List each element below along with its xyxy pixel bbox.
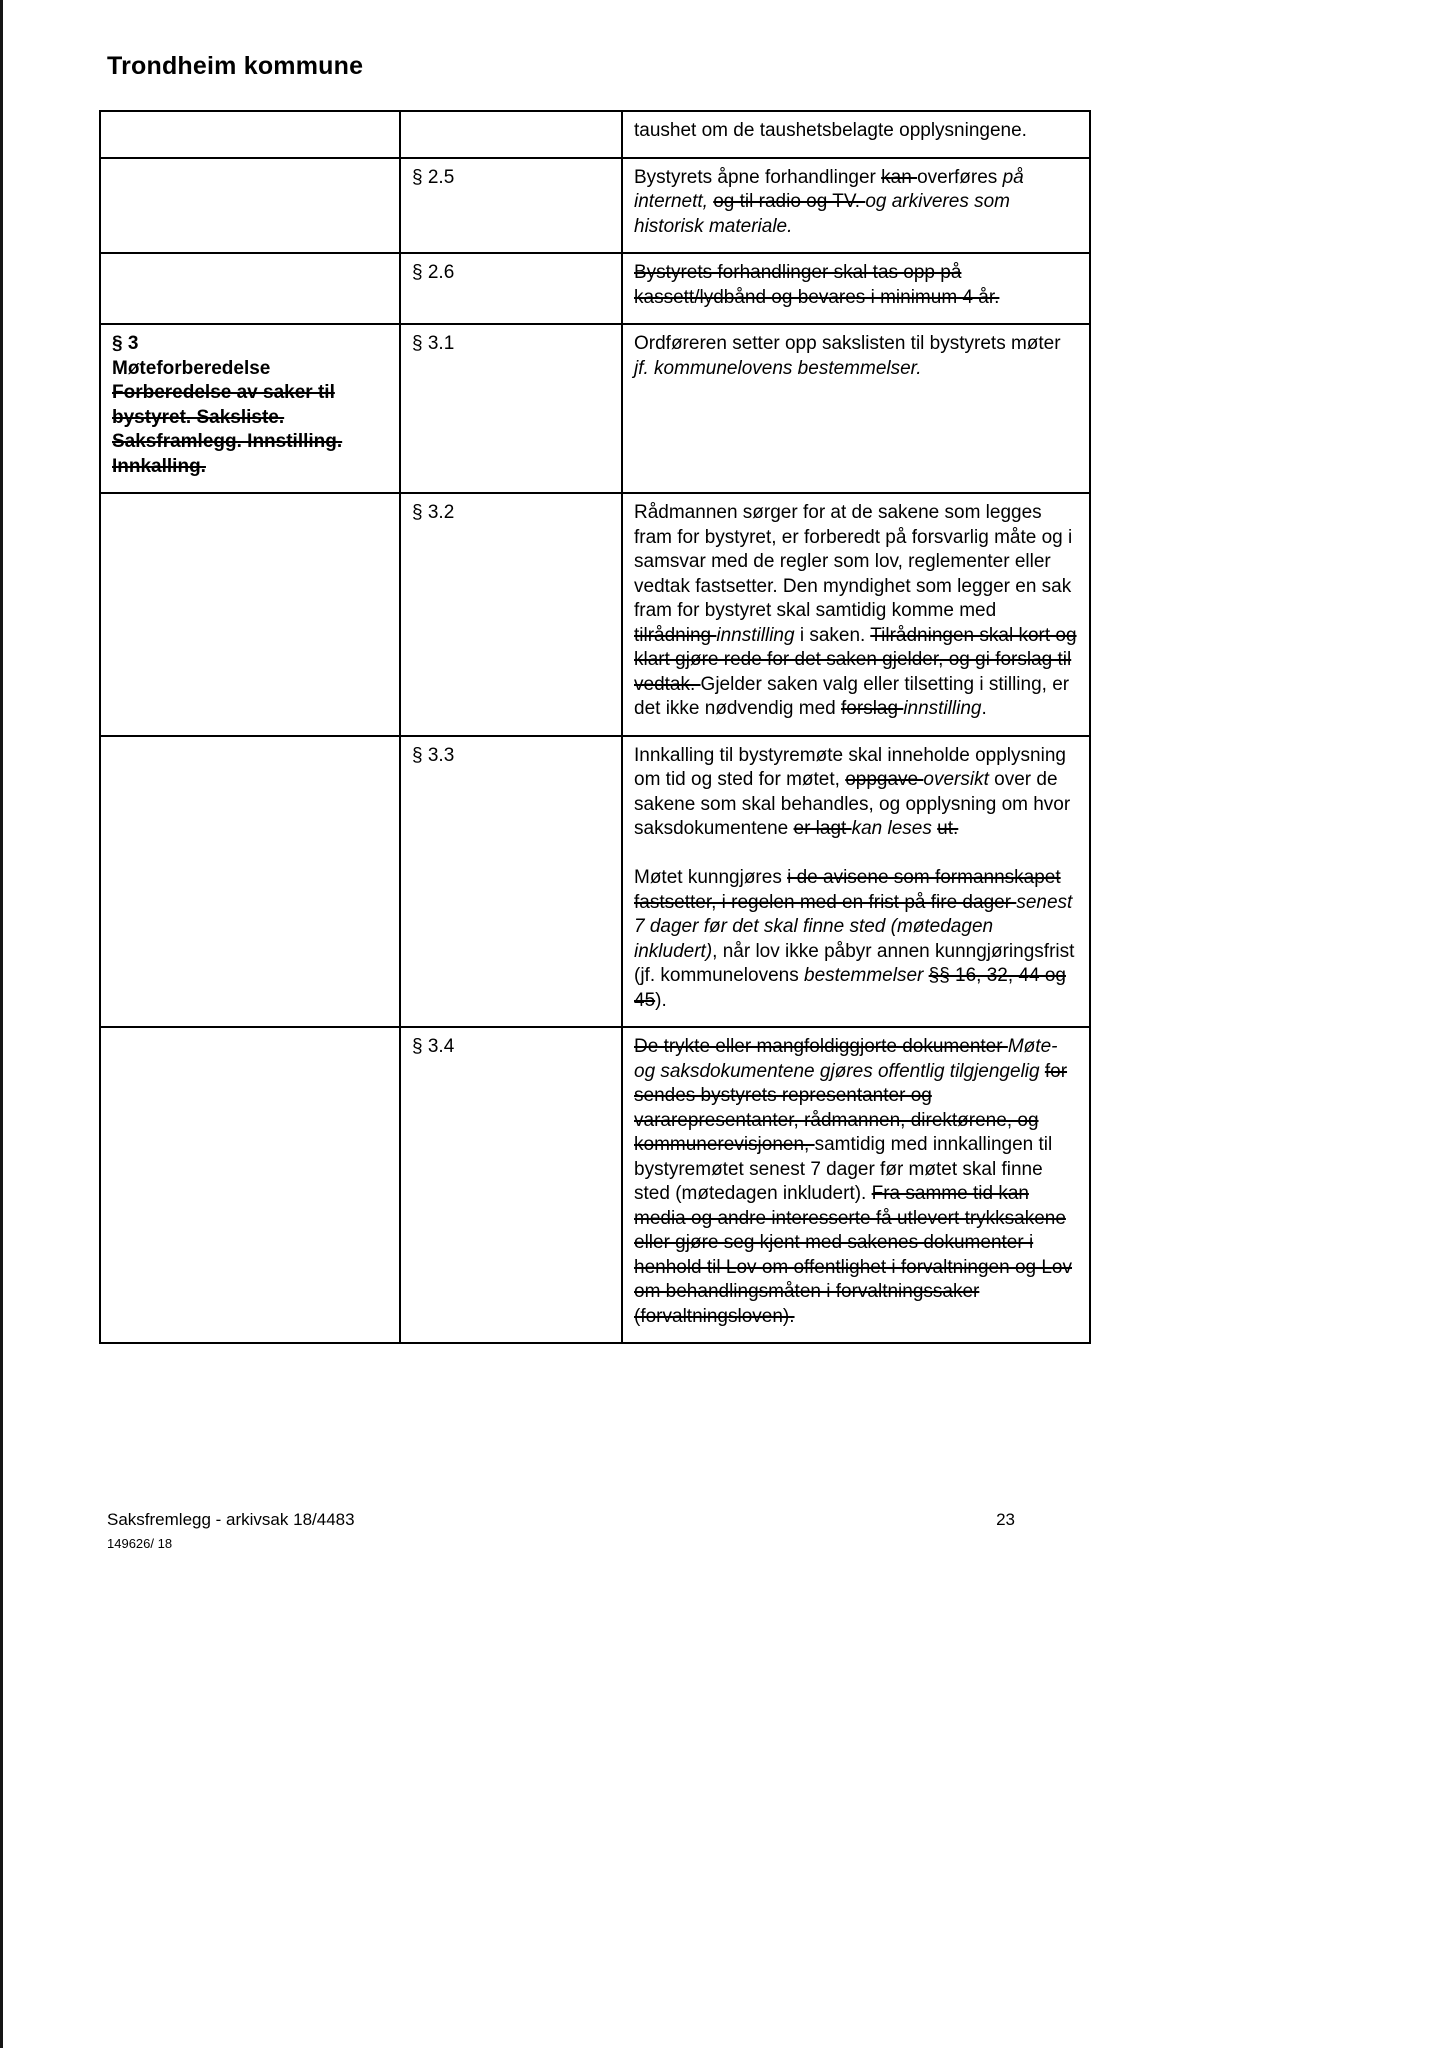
- text-segment-strike: Fra samme tid kan media og andre interesserte få utlevert trykksakene eller gjøre seg kjent med sakenes dokumenter i henhold til Lov om offentlighet i forvaltningen og Lov om behandlingsmåten i forvaltningssaker (forvaltningsloven).: [634, 1183, 1073, 1327]
- paragraph-number-cell: [400, 111, 622, 158]
- text-segment-italic: senest 7 dager før det skal finne sted (møtedagen inkludert): [634, 891, 1073, 962]
- text-segment-italic: innstilling: [903, 698, 982, 719]
- paragraph: [634, 119, 1078, 144]
- rule-text-cell: [622, 1027, 1090, 1343]
- section-heading-cell: [100, 493, 400, 736]
- rule-text-cell: [622, 158, 1090, 254]
- paragraph: [634, 1035, 1078, 1329]
- paragraph: [634, 166, 1078, 240]
- section-heading-cell: [100, 324, 400, 493]
- text-segment-bold-strike: Forberedelse av saker til bystyret. Saksliste. Saksframlegg. Innstilling. Innkalling.: [112, 382, 343, 477]
- text-segment-strike: kan: [881, 166, 918, 188]
- text-segment-strike: ut.: [937, 818, 959, 839]
- text-segment-italic: på internett,: [634, 166, 1024, 212]
- text-segment-strike: §§ 16, 32, 44 og 45: [634, 965, 1066, 1011]
- paragraph: [634, 866, 1078, 1013]
- section-heading-cell: [100, 253, 400, 324]
- table-row: [100, 324, 1090, 493]
- text-segment: Ordføreren setter opp sakslisten til bystyrets møter: [634, 333, 1061, 354]
- rule-text-cell: [622, 324, 1090, 493]
- text-segment-strike: Bystyrets forhandlinger skal tas opp på kassett/lydbånd og bevares i minimum 4 år.: [634, 262, 1000, 308]
- text-segment: taushet om de taushetsbelagte opplysningene.: [634, 120, 1027, 141]
- rules-table-body: [100, 111, 1090, 1343]
- rule-text-cell: [622, 253, 1090, 324]
- text-segment-italic: oversikt: [923, 769, 989, 790]
- paragraph-number-cell: § 3.3: [400, 736, 622, 1028]
- text-segment-strike: forslag: [841, 698, 904, 719]
- page-number: 23: [996, 1510, 1015, 1529]
- page-title: Trondheim kommune: [107, 52, 364, 80]
- text-segment-strike: Tilrådningen skal kort og klart gjøre rede for det saken gjelder, og gi forslag til vedtak.: [634, 624, 1077, 695]
- text-segment-italic: bestemmelser: [804, 965, 929, 986]
- paragraph: [112, 357, 388, 382]
- text-segment-strike: i de avisene som formannskapet fastsetter, i regelen med en frist på fire dager: [634, 867, 1061, 913]
- table-row: [100, 111, 1090, 158]
- paragraph-number-cell: § 3.2: [400, 493, 622, 736]
- rules-table: [99, 110, 1091, 1344]
- paragraph: [634, 744, 1078, 842]
- text-segment: , når lov ikke påbyr annen kunngjøringsfrist (jf. kommunelovens: [634, 940, 1075, 986]
- text-segment: Gjelder saken valg eller tilsetting i stilling, er det ikke nødvendig med: [634, 673, 1070, 719]
- text-segment: Rådmannen sørger for at de sakene som legges fram for bystyret, er forberedt på forsvarlig måte og i samsvar med de regler som lov, reglementer eller vedtak fastsetter. Den myndighet som legger en sak fram for bystyret skal samtidig komme med: [634, 502, 1073, 621]
- text-segment-italic: jf. kommunelovens bestemmelser.: [634, 357, 922, 379]
- footer-doc-number: 149626/ 18: [107, 1536, 173, 1551]
- text-segment: .: [981, 698, 987, 719]
- table-row: [100, 253, 1090, 324]
- table-row: [100, 493, 1090, 736]
- paragraph: [634, 261, 1078, 310]
- text-segment: ).: [655, 989, 667, 1011]
- section-heading-cell: [100, 158, 400, 254]
- text-segment-strike: tilrådning: [634, 624, 717, 646]
- text-segment-strike: er lagt: [793, 818, 852, 839]
- footer-reference-block: [99, 1510, 355, 1551]
- paragraph-number-cell: § 2.6: [400, 253, 622, 324]
- text-segment-strike: oppgave: [845, 769, 924, 790]
- text-segment: Innkalling til bystyremøte skal inneholde opplysning om tid og sted for møtet,: [634, 744, 1066, 790]
- rule-text-cell: [622, 111, 1090, 158]
- footer-doc-reference: Saksfremlegg - arkivsak 18/4483: [107, 1510, 355, 1529]
- paragraph: [112, 381, 388, 479]
- text-segment-italic: og arkiveres som historisk materiale.: [634, 191, 1010, 237]
- text-segment-italic: Møte- og saksdokumentene gjøres offentlig tilgjengelig: [634, 1036, 1058, 1082]
- text-segment: overføres: [917, 166, 1003, 188]
- text-segment-strike: De trykte eller mangfoldiggjorte dokumenter: [634, 1036, 1008, 1057]
- table-row: [100, 158, 1090, 254]
- text-segment: i saken.: [794, 624, 871, 646]
- table-row: [100, 736, 1090, 1028]
- text-segment: over de sakene som skal behandles, og opplysning om hvor saksdokumentene: [634, 769, 1071, 839]
- table-row: [100, 1027, 1090, 1343]
- text-segment: samtidig med innkallingen til bystyremøtet senest 7 dager før møtet skal finne sted (møtedagen inkludert).: [634, 1134, 1053, 1204]
- paragraph-number-cell: § 3.4: [400, 1027, 622, 1343]
- paragraph-number-cell: § 3.1: [400, 324, 622, 493]
- text-segment-bold: § 3: [112, 333, 139, 354]
- text-segment: Møtet kunngjøres: [634, 867, 788, 888]
- text-segment-italic: kan leses: [851, 818, 932, 839]
- paragraph: [634, 501, 1078, 722]
- section-heading-cell: [100, 1027, 400, 1343]
- paragraph: [112, 332, 388, 357]
- rule-text-cell: [622, 736, 1090, 1028]
- text-segment-strike: og til radio og TV.: [713, 191, 866, 212]
- text-segment: Bystyrets åpne forhandlinger: [634, 166, 882, 188]
- page-footer: [99, 1510, 1017, 1551]
- section-heading-cell: [100, 736, 400, 1028]
- text-segment-strike: for sendes bystyrets representanter og vararepresentanter, rådmannen, direktørene, og kommunerevisjonen,: [634, 1060, 1068, 1155]
- text-segment-italic: innstilling: [716, 624, 795, 646]
- paragraph: [634, 332, 1078, 381]
- section-heading-cell: [100, 111, 400, 158]
- rule-text-cell: [622, 493, 1090, 736]
- text-segment-bold: Møteforberedelse: [112, 357, 271, 379]
- paragraph-number-cell: § 2.5: [400, 158, 622, 254]
